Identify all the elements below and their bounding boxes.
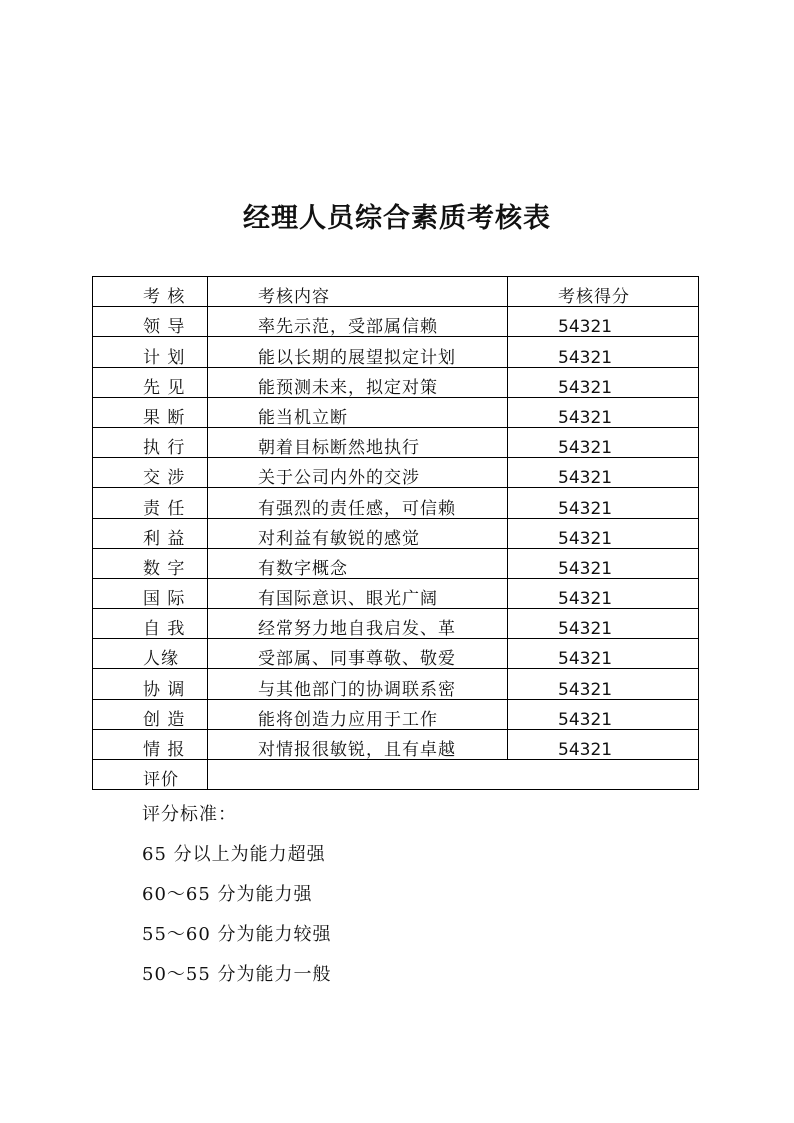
row-score: 54321 (508, 548, 699, 578)
row-content: 能以长期的展望拟定计划 (208, 337, 508, 367)
row-content: 能当机立断 (208, 397, 508, 427)
table-row (93, 578, 699, 608)
table-row (93, 458, 699, 488)
table-row (93, 427, 699, 457)
row-content: 对利益有敏锐的感觉 (208, 518, 508, 548)
row-item: 创 造 (93, 699, 208, 729)
row-score: 54321 (508, 609, 699, 639)
row-content: 能将创造力应用于工作 (208, 699, 508, 729)
row-item: 协 调 (93, 669, 208, 699)
row-content: 率先示范，受部属信赖 (208, 307, 508, 337)
row-item: 果 断 (93, 397, 208, 427)
row-score: 54321 (508, 578, 699, 608)
header-item: 考 核 (93, 277, 208, 307)
row-score: 54321 (508, 699, 699, 729)
table-header-row (93, 277, 699, 307)
row-item: 交 涉 (93, 458, 208, 488)
row-item: 领 导 (93, 307, 208, 337)
criteria-item: 55～60 分为能力较强 (142, 924, 332, 945)
row-score: 54321 (508, 729, 699, 759)
row-content: 受部属、同事尊敬、敬爱 (208, 639, 508, 669)
row-content: 有强烈的责任感，可信赖 (208, 488, 508, 518)
row-item: 先 见 (93, 367, 208, 397)
row-item: 情 报 (93, 729, 208, 759)
row-item: 自 我 (93, 609, 208, 639)
row-score: 54321 (508, 488, 699, 518)
table-row (93, 367, 699, 397)
table-row (93, 307, 699, 337)
header-content: 考核内容 (208, 277, 508, 307)
row-score: 54321 (508, 669, 699, 699)
row-item: 执 行 (93, 427, 208, 457)
evaluation-row (93, 760, 699, 790)
row-item: 责 任 (93, 488, 208, 518)
criteria-item: 50～55 分为能力一般 (142, 964, 332, 985)
row-content: 关于公司内外的交涉 (208, 458, 508, 488)
table-row (93, 337, 699, 367)
criteria-item: 65 分以上为能力超强 (142, 844, 326, 865)
row-item: 国 际 (93, 578, 208, 608)
row-score: 54321 (508, 337, 699, 367)
row-content: 经常努力地自我启发、革 (208, 609, 508, 639)
table-row (93, 518, 699, 548)
row-content: 有国际意识、眼光广阔 (208, 578, 508, 608)
row-score: 54321 (508, 518, 699, 548)
table-row (93, 669, 699, 699)
row-item: 人缘 (93, 639, 208, 669)
row-score: 54321 (508, 367, 699, 397)
row-content: 有数字概念 (208, 548, 508, 578)
table-row (93, 488, 699, 518)
row-content: 对情报很敏锐，且有卓越 (208, 729, 508, 759)
scoring-criteria (142, 800, 332, 1000)
page-title: 经理人员综合素质考核表 (243, 203, 551, 234)
row-score: 54321 (508, 458, 699, 488)
evaluation-field (208, 760, 699, 790)
table-row (93, 699, 699, 729)
row-item: 数 字 (93, 548, 208, 578)
criteria-heading: 评分标准： (142, 804, 237, 825)
assessment-table (92, 276, 699, 790)
row-content: 能预测未来，拟定对策 (208, 367, 508, 397)
table-row (93, 548, 699, 578)
row-item: 计 划 (93, 337, 208, 367)
table-row (93, 729, 699, 759)
evaluation-label: 评价 (93, 760, 208, 790)
row-content: 与其他部门的协调联系密 (208, 669, 508, 699)
row-score: 54321 (508, 427, 699, 457)
table-row (93, 609, 699, 639)
row-item: 利 益 (93, 518, 208, 548)
header-score: 考核得分 (508, 277, 699, 307)
row-score: 54321 (508, 639, 699, 669)
row-content: 朝着目标断然地执行 (208, 427, 508, 457)
row-score: 54321 (508, 397, 699, 427)
row-score: 54321 (508, 307, 699, 337)
table-row (93, 397, 699, 427)
criteria-item: 60～65 分为能力强 (142, 884, 313, 905)
table-row (93, 639, 699, 669)
